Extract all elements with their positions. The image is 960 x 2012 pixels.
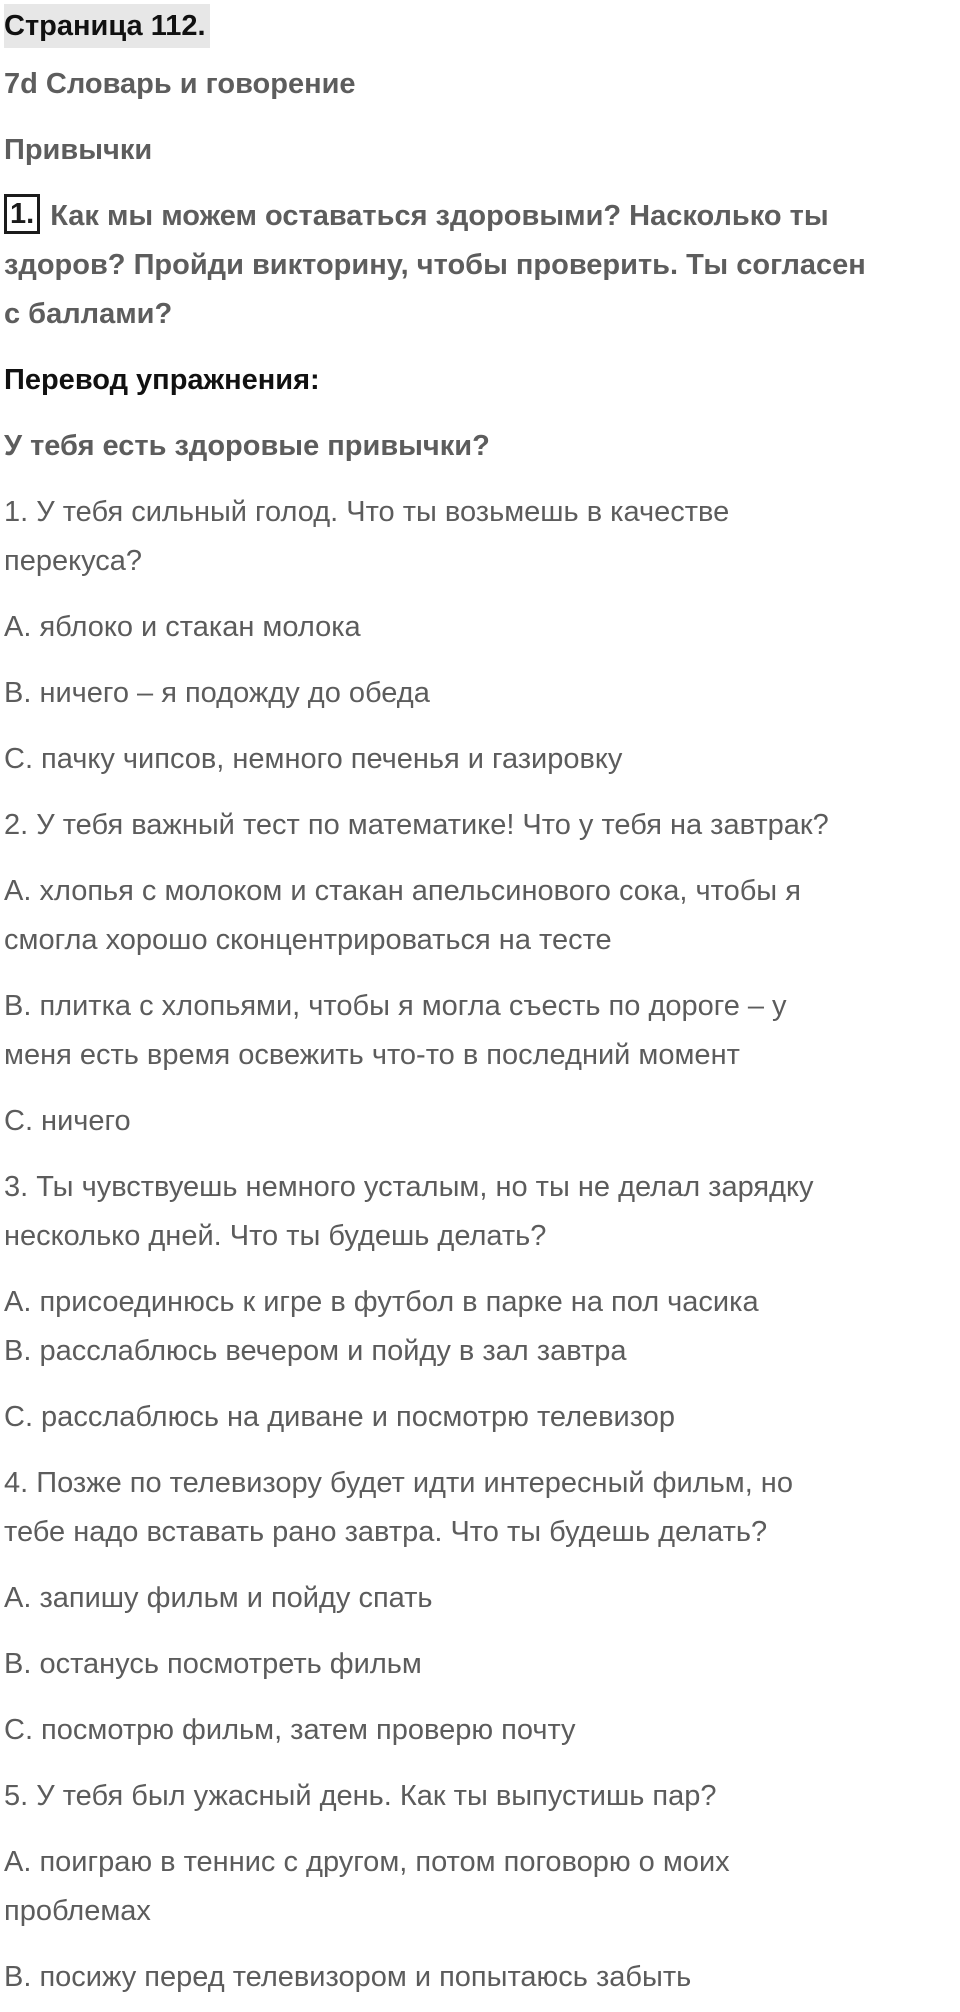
task-line-2: здоров? Пройди викторину, чтобы проверить. Ты согласен (4, 249, 866, 281)
question-5-option-a-line-2: проблемах (4, 1895, 151, 1927)
question-3-option-a: А. присоединюсь к игре в футбол в парке на пол часика (4, 1286, 759, 1318)
task-line-1-text: Как мы можем оставаться здоровыми? Насколько ты (50, 200, 829, 232)
question-4-option-b: В. останусь посмотреть фильм (4, 1648, 422, 1680)
question-4-line-2: тебе надо вставать рано завтра. Что ты будешь делать? (4, 1516, 768, 1548)
question-1-line-1: 1. У тебя сильный голод. Что ты возьмешь в качестве (4, 496, 730, 528)
task-text (4, 192, 958, 339)
question-1-line-2: перекуса? (4, 545, 143, 577)
question-3-line-1: 3. Ты чувствуешь немного усталым, но ты не делал зарядку (4, 1171, 814, 1203)
question-2-option-b-line-2: меня есть время освежить что-то в последний момент (4, 1039, 740, 1071)
question-5: 5. У тебя был ужасный день. Как ты выпустишь пар? (4, 1780, 717, 1812)
question-3-option-c: С. расслаблюсь на диване и посмотрю телевизор (4, 1401, 675, 1433)
question-1-option-c: С. пачку чипсов, немного печенья и газировку (4, 743, 623, 775)
question-4 (4, 1459, 958, 1557)
question-2-option-c: С. ничего (4, 1105, 131, 1137)
question-5-option-b: В. посижу перед телевизором и попытаюсь забыть (4, 1961, 692, 1993)
quiz-title: У тебя есть здоровые привычки? (4, 430, 490, 462)
question-1-option-a: А. яблоко и стакан молока (4, 611, 361, 643)
page-content (4, 0, 958, 2002)
question-4-option-c: С. посмотрю фильм, затем проверю почту (4, 1714, 576, 1746)
question-2-option-a-line-1: А. хлопья с молоком и стакан апельсинового сока, чтобы я (4, 875, 801, 907)
task-number-box: 1. (4, 194, 40, 234)
question-2-option-b (4, 982, 958, 1080)
question-3 (4, 1163, 958, 1261)
page-number-label: Страница 112. (4, 4, 210, 48)
question-1-option-b: В. ничего – я подожду до обеда (4, 677, 430, 709)
section-title: 7d Словарь и говорение (4, 68, 356, 100)
task-line-3: с баллами? (4, 298, 173, 330)
section-subtitle: Привычки (4, 134, 153, 166)
question-4-line-1: 4. Позже по телевизору будет идти интересный фильм, но (4, 1467, 793, 1499)
question-3-option-b: В. расслаблюсь вечером и пойду в зал завтра (4, 1335, 627, 1367)
page-header (4, 0, 958, 51)
question-2-option-b-line-1: В. плитка с хлопьями, чтобы я могла съесть по дороге – у (4, 990, 787, 1022)
question-5-option-a-line-1: А. поиграю в теннис с другом, потом поговорю о моих (4, 1846, 730, 1878)
question-2-option-a (4, 867, 958, 965)
translation-heading: Перевод упражнения: (4, 364, 320, 396)
question-2: 2. У тебя важный тест по математике! Что у тебя на завтрак? (4, 809, 829, 841)
question-4-option-a: А. запишу фильм и пойду спать (4, 1582, 433, 1614)
question-2-option-a-line-2: смогла хорошо сконцентрироваться на тесте (4, 924, 612, 956)
question-5-option-a (4, 1838, 958, 1936)
question-1 (4, 488, 958, 586)
question-3-line-2: несколько дней. Что ты будешь делать? (4, 1220, 547, 1252)
task-line-1 (4, 192, 958, 241)
